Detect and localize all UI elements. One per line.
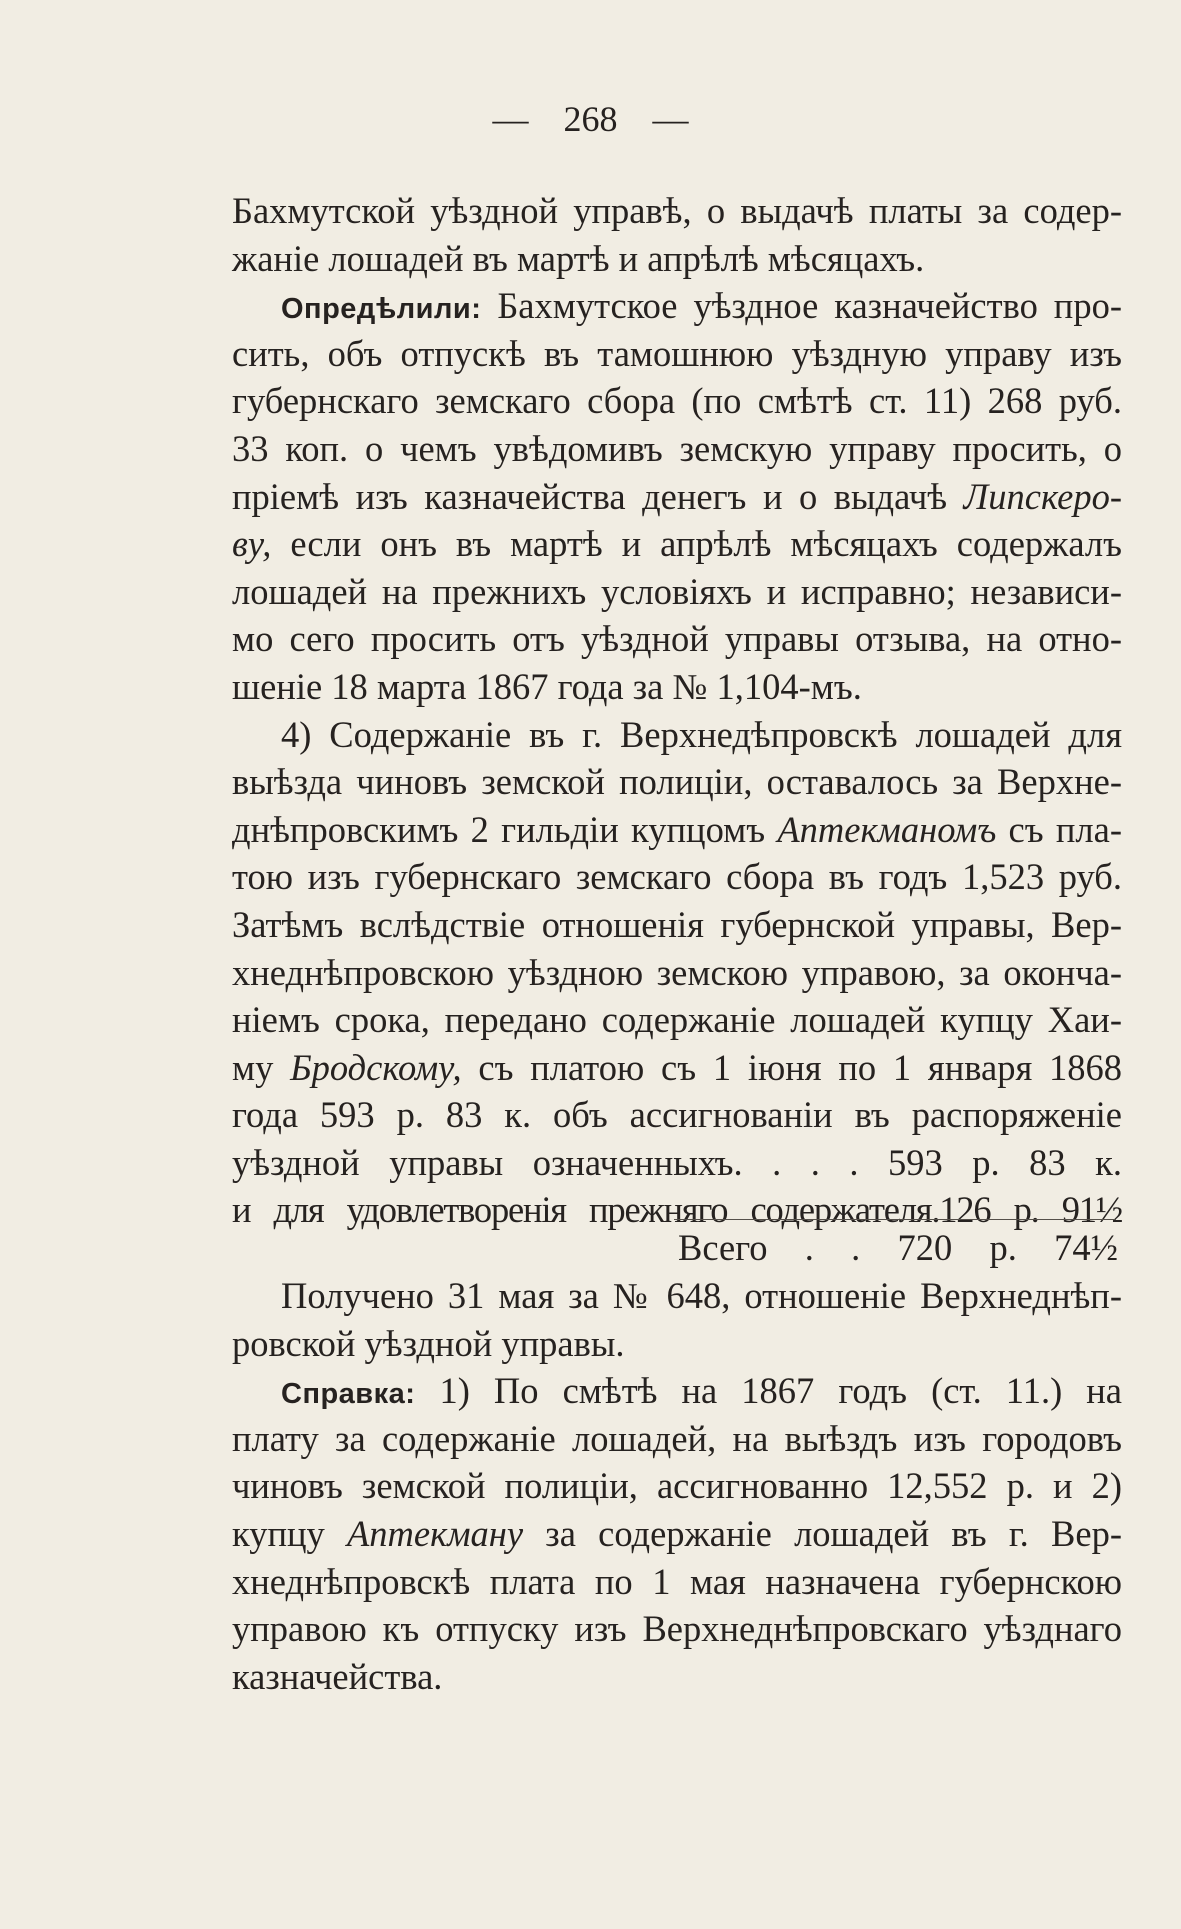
- italic-name: ву,: [232, 523, 272, 565]
- text-line: тою изъ губернскаго земскаго сбора въ годъ 1,523 руб.: [232, 856, 1122, 898]
- text-line: жаніе лошадей въ мартѣ и апрѣлѣ мѣсяцахъ.: [232, 237, 925, 279]
- text-line: Бахмутской уѣздной управѣ, о выдачѣ платы за содер-: [232, 190, 1122, 231]
- text-line: 33 коп. о чемъ увѣдомивъ земскую управу просить, о: [232, 427, 1122, 469]
- paragraph-item-4: [232, 711, 1122, 1235]
- text-line: Опредѣлили: Бахмутское уѣздное казначейство про-: [281, 285, 1122, 327]
- text-line: ніемъ срока, передано содержаніе лошадей купцу Хаи-: [232, 999, 1122, 1041]
- lower-text: [232, 1272, 1122, 1700]
- text-line: чиновъ земской полиціи, ассигнованно 12,552 р. и 2): [232, 1465, 1122, 1507]
- text-line: плату за содержаніе лошадей, на выѣздъ изъ городовъ: [232, 1417, 1122, 1459]
- italic-name: Аптекманомъ: [777, 808, 997, 850]
- reference-label: Справка:: [281, 1378, 416, 1411]
- text-line: Затѣмъ вслѣдствіе отношенія губернской управы, Вер-: [232, 903, 1122, 945]
- page-number: — 268 —: [492, 99, 689, 139]
- paragraph-received: [232, 1272, 1122, 1367]
- text-line: лошадей на прежнихъ условіяхъ и исправно; независи-: [232, 570, 1122, 612]
- text-line: казначейства.: [232, 1655, 443, 1697]
- paragraph-resolution: [232, 282, 1122, 710]
- text-line: года 593 р. 83 к. объ ассигнованіи въ распоряженіе: [232, 1094, 1122, 1136]
- italic-name: Аптекману: [347, 1512, 524, 1554]
- paragraph-reference: [232, 1367, 1122, 1700]
- text-line: 4) Содержаніе въ г. Верхнедѣпровскѣ лошадей для: [281, 713, 1122, 755]
- text-line: купцу Аптекману за содержаніе лошадей въ г. Вер-: [232, 1512, 1122, 1554]
- text-line: выѣзда чиновъ земской полиціи, оставалось за Верхне-: [232, 761, 1122, 803]
- text-line: управою къ отпуску изъ Верхнеднѣпровскаго уѣзднаго: [232, 1608, 1122, 1650]
- resolution-label: Опредѣлили:: [281, 293, 482, 326]
- italic-name: Липскеро-: [963, 475, 1122, 517]
- total-line: Всего . . 720 р. 74½: [678, 1227, 1118, 1268]
- text-line: ву, если онъ въ мартѣ и апрѣлѣ мѣсяцахъ содержалъ: [232, 523, 1122, 565]
- main-text: [232, 187, 1122, 1234]
- text-line: днѣпровскимъ 2 гильдіи купцомъ Аптекманомъ съ пла-: [232, 808, 1122, 850]
- text-line: уѣздной управы означенныхъ. . . . 593 р. 83 к.: [232, 1141, 1122, 1183]
- text-line: ровской уѣздной управы.: [232, 1322, 625, 1364]
- italic-name: Бродскому,: [290, 1046, 462, 1088]
- text-line: шеніе 18 марта 1867 года за № 1,104-мъ.: [232, 665, 862, 707]
- text-line: Справка: 1) По смѣтѣ на 1867 годъ (ст. 11.) на: [281, 1370, 1122, 1412]
- text-line: сить, объ отпускѣ въ тамошнюю уѣздную управу изъ: [232, 332, 1122, 374]
- text-line: Получено 31 мая за № 648, отношеніе Верхнеднѣп-: [281, 1275, 1122, 1316]
- text-line: пріемѣ изъ казначейства денегъ и о выдачѣ Липскеро-: [232, 475, 1122, 517]
- paragraph-intro: [232, 187, 1122, 282]
- text-line: му Бродскому, съ платою съ 1 іюня по 1 января 1868: [232, 1046, 1122, 1088]
- text-line: мо сего просить отъ уѣздной управы отзыва, на отно-: [232, 618, 1122, 660]
- text-line: хнеднѣпровскѣ плата по 1 мая назначена губернскою: [232, 1560, 1122, 1602]
- text-line: и для удовлетворенія прежняго содержателя.126 р. 91½: [232, 1189, 1122, 1231]
- text-line: хнеднѣпровскою уѣздною земскою управою, за оконча-: [232, 951, 1122, 993]
- text-line: губернскаго земскаго сбора (по смѣтѣ ст. 11) 268 руб.: [232, 380, 1122, 422]
- sum-rule: [674, 1219, 1116, 1220]
